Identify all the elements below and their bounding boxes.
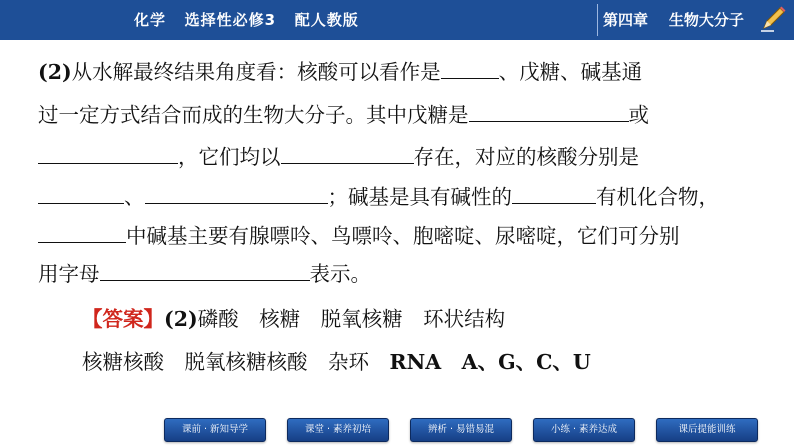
question-line-5: 中碱基主要有腺嘌呤、鸟嘌呤、胞嘧啶、尿嘧啶，它们可分别 bbox=[38, 222, 680, 250]
question-line-2: 过一定方式结合而成的生物大分子。其中戊糖是 或 bbox=[38, 103, 649, 127]
nav-button-classroom[interactable]: 课堂 · 素养初培 bbox=[287, 418, 389, 442]
question-line-6: 用字母 表示。 bbox=[38, 262, 371, 286]
header-divider bbox=[597, 4, 598, 36]
answer-line-1: 【答案】(2)磷酸 核糖 脱氧核糖 环状结构 bbox=[82, 307, 506, 331]
answer-line-2: 核糖核酸 脱氧核糖核酸 杂环 RNA A、G、C、U bbox=[82, 350, 591, 374]
chapter-title: 第四章 生物大分子 bbox=[603, 11, 744, 29]
question-line-3: ，它们均以 存在，对应的核酸分别是 bbox=[38, 143, 639, 171]
question-line-4: 、 ；碱基是具有碱性的 有机化合物， bbox=[38, 183, 719, 211]
nav-button-homework[interactable]: 课后提能训练 bbox=[656, 418, 758, 442]
nav-button-preview[interactable]: 课前 · 新知导学 bbox=[164, 418, 266, 442]
bottom-navigation bbox=[160, 418, 794, 442]
nav-button-analysis[interactable]: 辨析 · 易错易混 bbox=[410, 418, 512, 442]
header-bar bbox=[0, 0, 794, 40]
book-title: 化学 选择性必修3 配人教版 bbox=[134, 11, 359, 29]
pencil-icon bbox=[758, 4, 788, 34]
nav-button-practice[interactable]: 小练 · 素养达成 bbox=[533, 418, 635, 442]
answer-tag: 【答案】 bbox=[82, 307, 164, 331]
question-line-1: (2)从水解最终结果角度看：核酸可以看作是 、戊糖、碱基通 bbox=[38, 60, 643, 84]
